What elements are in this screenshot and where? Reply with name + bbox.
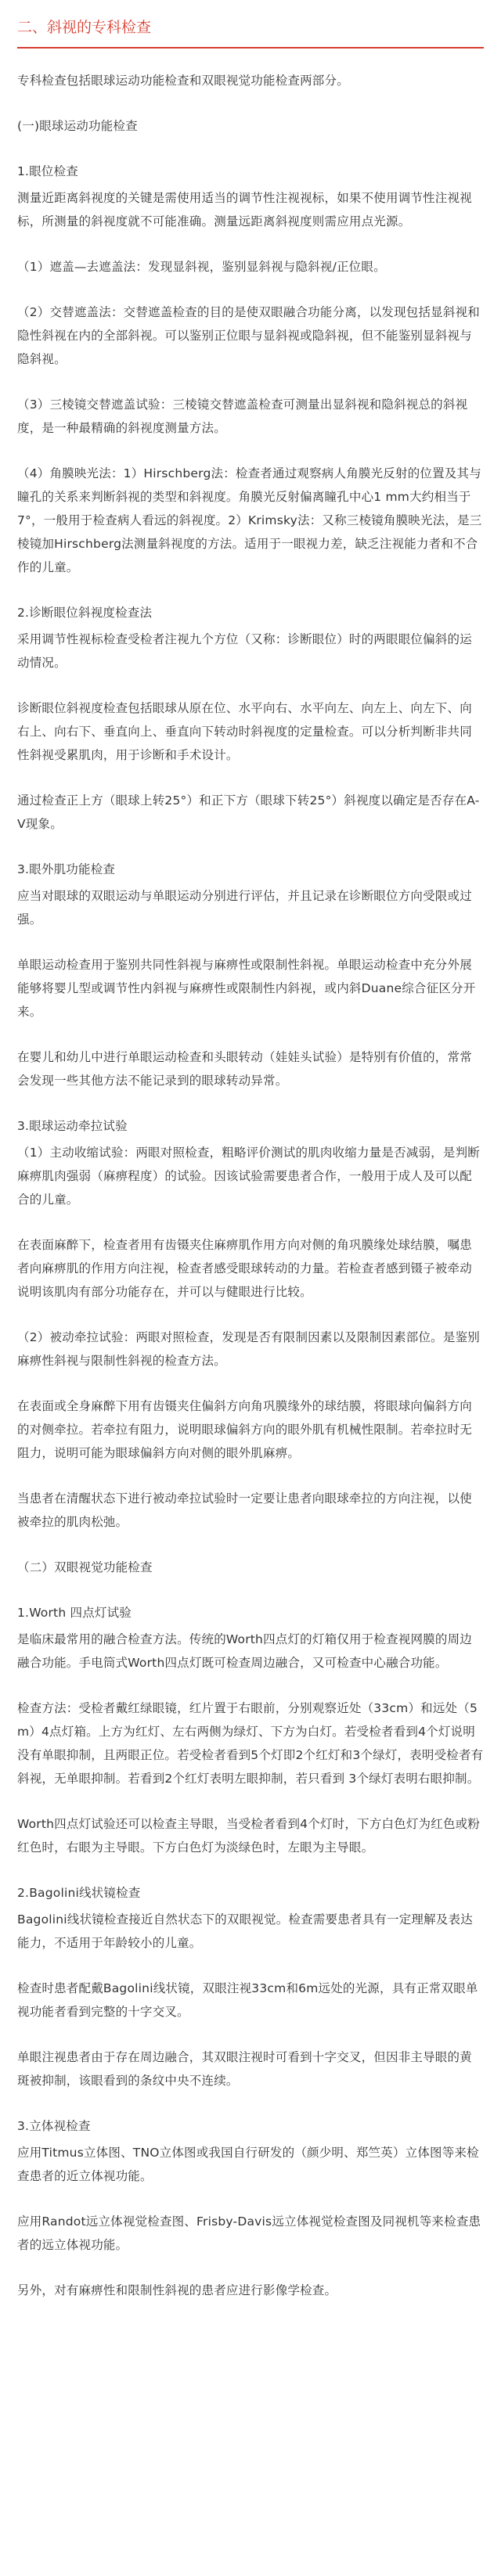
- diagnostic-position-body-1: 采用调节性视标检查受检者注视九个方位（又称：诊断眼位）时的两眼眼位偏斜的运动情况。: [17, 632, 472, 670]
- alternate-cover-test: （2）交替遮盖法：交替遮盖检查的目的是使双眼融合功能分离，以发现包括显斜视和隐性斜视在内的全部斜视。可以鉴别正位眼与显斜视或隐斜视，但不能鉴别显斜视与隐斜视。: [17, 305, 480, 366]
- bagolini-heading: 2.Bagolini线状镜检查: [17, 1886, 141, 1900]
- eom-function-body-2: 单眼运动检查用于鉴别共同性斜视与麻痹性或限制性斜视。单眼运动检查中充分外展能够将婴儿型或调节性内斜视与麻痹性或限制性内斜视，或内斜Duane综合征区分开来。: [17, 958, 476, 1019]
- eye-position-body: 测量近距离斜视度的关键是需使用适当的调节性注视视标，如果不使用调节性注视视标，所测量的斜视度就不可能准确。测量远距离斜视度则需应用点光源。: [17, 191, 472, 228]
- prism-cover-test: （3）三棱镜交替遮盖试验：三棱镜交替遮盖检查可测量出显斜视和隐斜视总的斜视度，是一种最精确的斜视度测量方法。: [17, 398, 468, 435]
- active-force-procedure: 在表面麻醉下，检查者用有齿镊夹住麻痹肌作用方向对侧的角巩膜缘处球结膜，嘱患者向麻痹肌的作用方向注视，检查者感受眼球转动的力量。若检查者感到镊子被牵动说明该肌肉有部分功能存在，并可以与健眼进行比较。: [17, 1238, 472, 1299]
- intro-paragraph: 专科检查包括眼球运动功能检查和双眼视觉功能检查两部分。: [17, 74, 349, 88]
- worth-body-3: Worth四点灯试验还可以检查主导眼，当受检者看到4个灯时，下方白色灯为红色或粉红色时，右眼为主导眼。下方白色灯为淡绿色时，左眼为主导眼。: [17, 1817, 481, 1855]
- worth-body-2: 检查方法：受检者戴红绿眼镜，红片置于右眼前，分别观察近处（33cm）和远处（5m）4点灯箱。上方为红灯、左右两侧为绿灯、下方为白灯。若受检者看到4个灯说明没有单眼抑制，且两眼正位。若受检者看到5个灯即2个红灯和3个绿灯，表明受检者有斜视，无单眼抑制。若看到2个红灯表明左眼抑制，若只看到 3个绿灯表明右眼抑制。: [17, 1701, 484, 1786]
- bagolini-body-2: 检查时患者配戴Bagolini线状镜，双眼注视33cm和6m远处的光源，具有正常双眼单视功能者看到完整的十字交叉。: [17, 1981, 478, 2019]
- part-two-title: （二）双眼视觉功能检查: [17, 1560, 153, 1574]
- section-title: 二、斜视的专科检查: [17, 19, 152, 36]
- part-one-title: (一)眼球运动功能检查: [17, 119, 138, 133]
- worth-heading: 1.Worth 四点灯试验: [17, 1606, 132, 1620]
- eye-position-heading: 1.眼位检查: [17, 164, 78, 178]
- worth-body-1: 是临床最常用的融合检查方法。传统的Worth四点灯的灯箱仅用于检查视网膜的周边融合功能。手电筒式Worth四点灯既可检查周边融合，又可检查中心融合功能。: [17, 1632, 472, 1670]
- forced-duction-test: （2）被动牵拉试验：两眼对照检查，发现是否有限制因素以及限制因素部位。是鉴别麻痹性斜视与限制性斜视的检查方法。: [17, 1330, 480, 1368]
- corneal-reflex-test: （4）角膜映光法：1）Hirschberg法：检查者通过观察病人角膜光反射的位置及其与瞳孔的关系来判断斜视的类型和斜视度。角膜光反射偏离瞳孔中心1 mm大约相当于7°，一般用于检查病人看远的斜视度。2）Krimsky法：又称三棱镜角膜映光法，是三棱镜加Hirschberg法测量斜视度的方法。适用于一眼视力差，缺乏注视能力者和不合作的儿童。: [17, 466, 482, 574]
- diagnostic-position-heading: 2.诊断眼位斜视度检查法: [17, 606, 153, 620]
- forced-duction-note: 当患者在清醒状态下进行被动牵拉试验时一定要让患者向眼球牵拉的方向注视，以使被牵拉的肌肉松弛。: [17, 1491, 472, 1529]
- article-content: [17, 69, 484, 2302]
- stereo-body-2: 应用Randot远立体视觉检查图、Frisby-Davis远立体视觉检查图及同视机等来检查患者的远立体视功能。: [17, 2214, 481, 2252]
- traction-test-heading: 3.眼球运动牵拉试验: [17, 1119, 128, 1133]
- stereo-heading: 3.立体视检查: [17, 2119, 91, 2133]
- diagnostic-position-body-3: 通过检查正上方（眼球上转25°）和正下方（眼球下转25°）斜视度以确定是否存在A-V现象。: [17, 793, 480, 831]
- section-header: [17, 0, 484, 49]
- eom-function-heading: 3.眼外肌功能检查: [17, 862, 116, 876]
- active-force-test: （1）主动收缩试验：两眼对照检查，粗略评价测试的肌肉收缩力量是否减弱，是判断麻痹肌肉强弱（麻痹程度）的试验。因该试验需要患者合作，一般用于成人及可以配合的儿童。: [17, 1146, 480, 1207]
- eom-function-body-3: 在婴儿和幼儿中进行单眼运动检查和头眼转动（娃娃头试验）是特别有价值的，常常会发现一些其他方法不能记录到的眼球转动异常。: [17, 1050, 472, 1088]
- stereo-body-1: 应用Titmus立体图、TNO立体图或我国自行研发的（颜少明、郑竺英）立体图等来检查患者的近立体视功能。: [17, 2146, 479, 2183]
- forced-duction-procedure: 在表面或全身麻醉下用有齿镊夹住偏斜方向角巩膜缘外的球结膜，将眼球向偏斜方向的对侧牵拉。若牵拉有阻力，说明眼球偏斜方向的眼外肌有机械性限制。若牵拉时无阻力，说明可能为眼球偏斜方向对侧的眼外肌麻痹。: [17, 1399, 472, 1460]
- bagolini-body-1: Bagolini线状镜检查接近自然状态下的双眼视觉。检查需要患者具有一定理解及表达能力，不适用于年龄较小的儿童。: [17, 1912, 473, 1950]
- eom-function-body-1: 应当对眼球的双眼运动与单眼运动分别进行评估，并且记录在诊断眼位方向受限或过强。: [17, 889, 472, 926]
- final-note: 另外，对有麻痹性和限制性斜视的患者应进行影像学检查。: [17, 2283, 337, 2297]
- cover-uncover-test: （1）遮盖—去遮盖法：发现显斜视，鉴别显斜视与隐斜视/正位眼。: [17, 260, 386, 274]
- diagnostic-position-body-2: 诊断眼位斜视度检查包括眼球从原在位、水平向右、水平向左、向左上、向左下、向右上、向右下、垂直向上、垂直向下转动时斜视度的定量检查。可以分析判断非共同性斜视受累肌肉，用于诊断和手术设计。: [17, 701, 472, 762]
- bagolini-body-3: 单眼注视患者由于存在周边融合，其双眼注视时可看到十字交叉，但因非主导眼的黄斑被抑制，该眼看到的条纹中央不连续。: [17, 2050, 472, 2088]
